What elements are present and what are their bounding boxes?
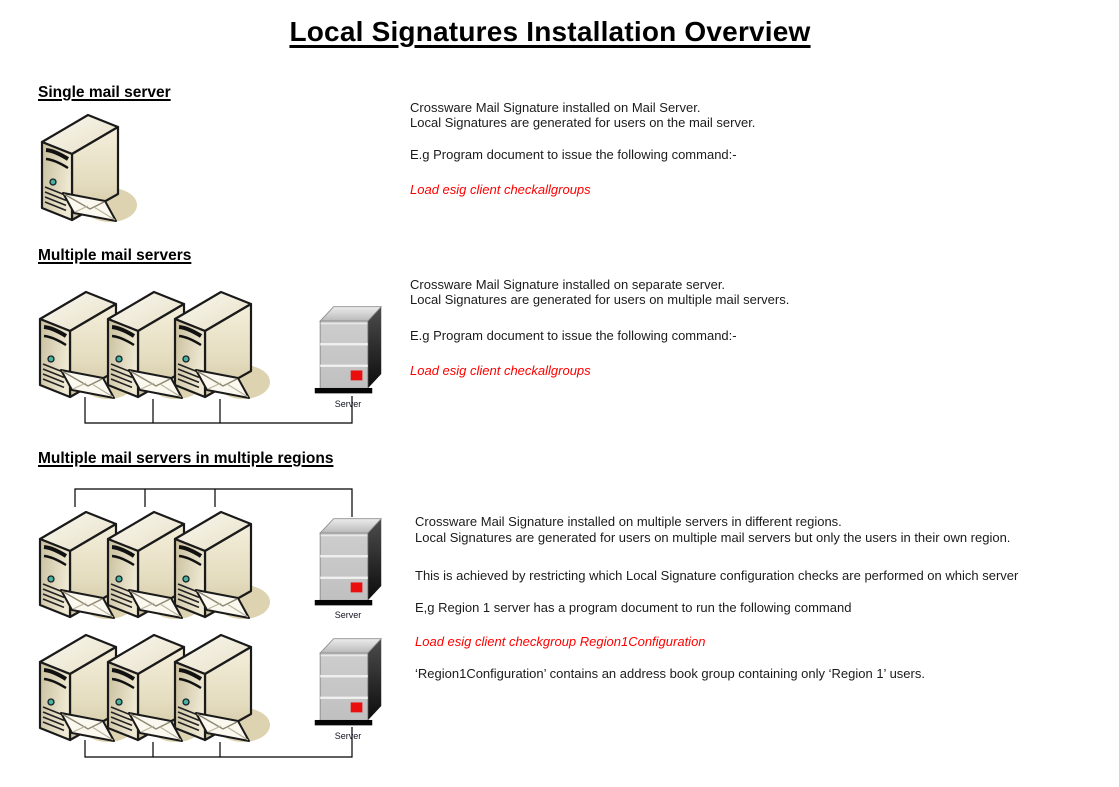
section-3-heading: Multiple mail servers in multiple regions [38,450,334,467]
tower-server-icon [165,626,280,751]
example-line: E.g Program document to issue the following command:- [410,147,737,162]
section-1-heading: Single mail server [38,84,171,101]
section-2-heading: Multiple mail servers [38,247,192,264]
description-line: Crossware Mail Signature installed on Mail Server. [410,100,701,115]
tower-server-icon [165,503,280,628]
section-3-text [415,514,1110,682]
server-label: Server [334,399,362,409]
rack-server-icon [312,627,384,733]
footnote-line: ‘Region1Configuration’ contains an address book group containing only ‘Region 1’ users. [415,666,925,681]
tower-server-icon [32,106,147,231]
description-line: Crossware Mail Signature installed on separate server. [410,277,726,292]
page-title: Local Signatures Installation Overview [289,16,811,47]
command-text: Load esig client checkgroup Region1Configuration [415,634,706,649]
example-line: E.g Program document to issue the following command:- [410,328,737,343]
section-2-text [410,277,1070,378]
tower-server-icon [165,283,280,408]
rack-server-icon [312,295,384,401]
description-line: Local Signatures are generated for users on the mail server. [410,115,756,130]
description-line: Local Signatures are generated for users on multiple mail servers. [410,292,790,307]
command-text: Load esig client checkallgroups [410,182,591,197]
command-text: Load esig client checkallgroups [410,363,591,378]
description-line: Crossware Mail Signature installed on multiple servers in different regions. [415,514,842,529]
section-1-text [410,100,1070,197]
note-line: This is achieved by restricting which Local Signature configuration checks are performed on which server [415,568,1019,583]
rack-server-icon [312,507,384,613]
example-line: E,g Region 1 server has a program document to run the following command [415,600,852,615]
server-label: Server [334,610,362,620]
server-label: Server [334,731,362,741]
description-line: Local Signatures are generated for users on multiple mail servers but only the users in their own region. [415,530,1011,545]
